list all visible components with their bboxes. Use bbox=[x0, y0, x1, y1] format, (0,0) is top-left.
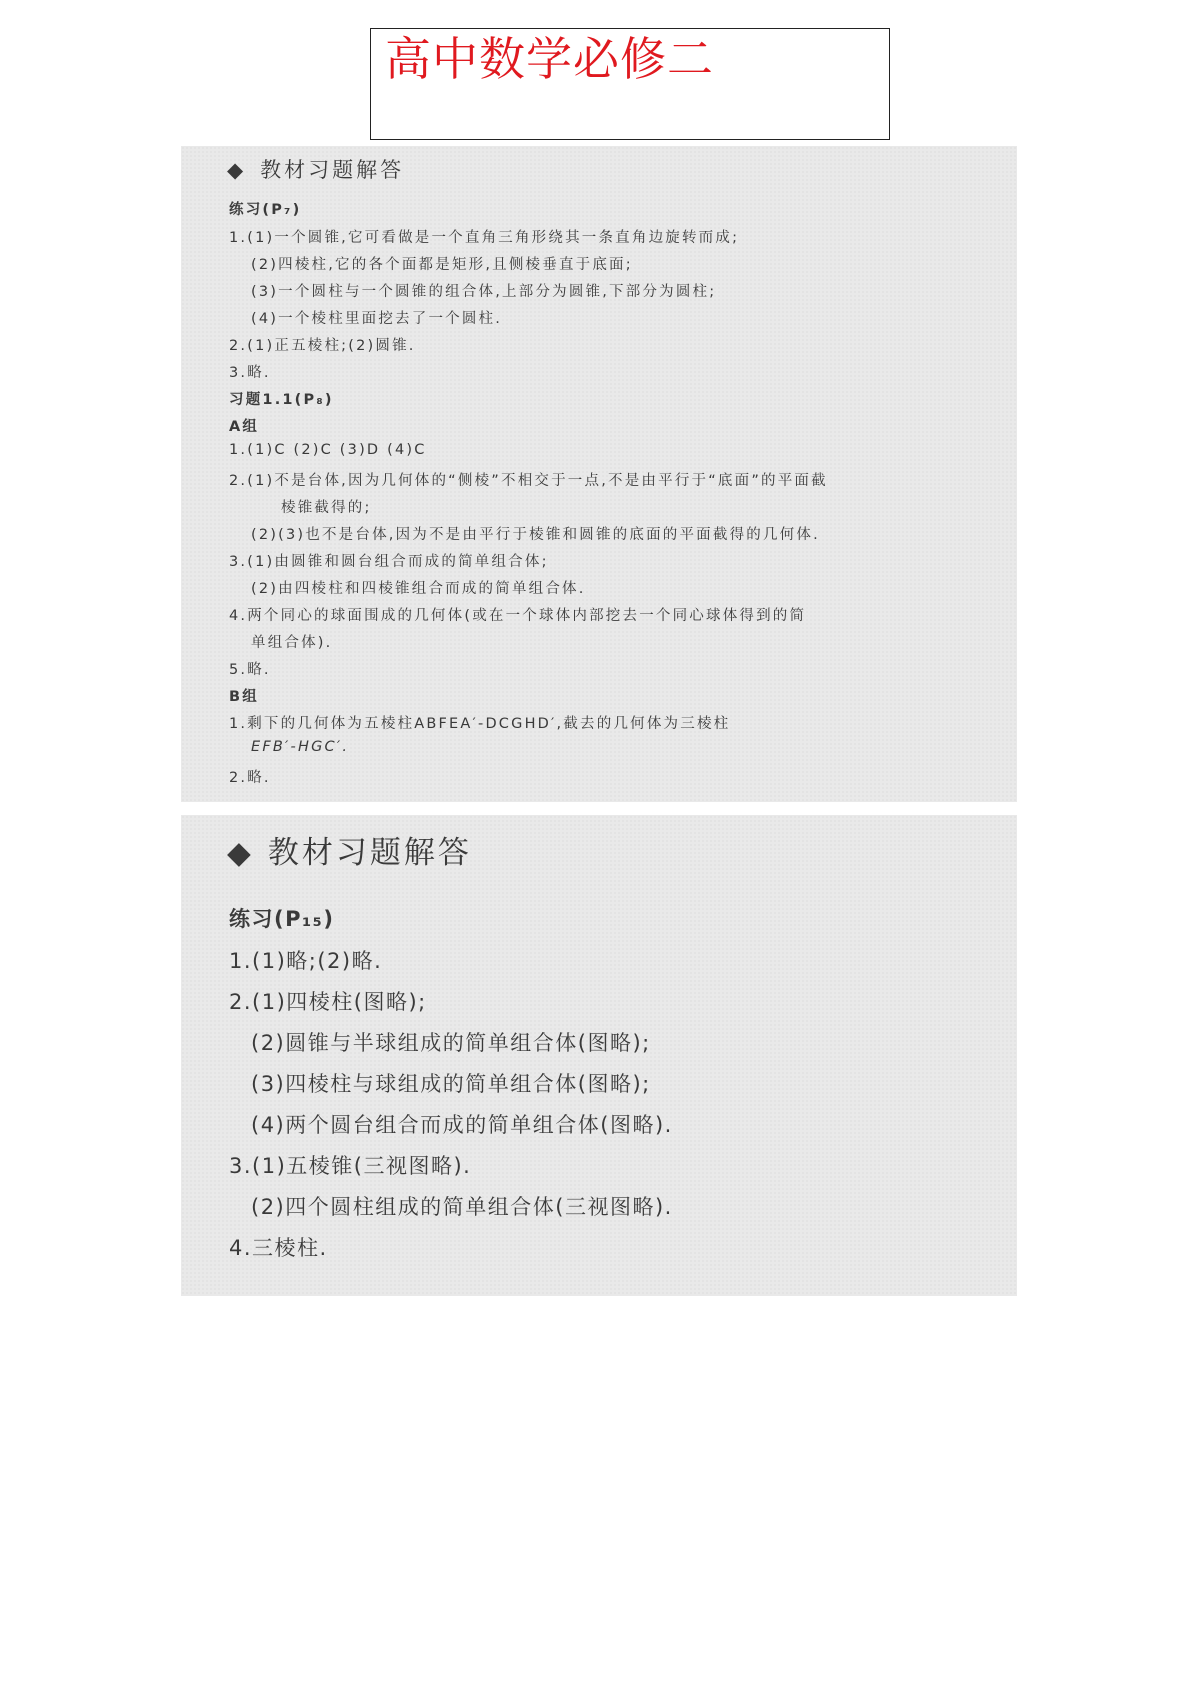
answer-scan-section-2 bbox=[181, 815, 1017, 1296]
answer-line: EFB′-HGC′. bbox=[251, 739, 350, 755]
answer-line: (3)一个圆柱与一个圆锥的组合体,上部分为圆锥,下部分为圆柱; bbox=[251, 284, 717, 300]
diamond-icon: ◆ bbox=[227, 158, 247, 182]
diamond-icon: ◆ bbox=[227, 835, 254, 871]
answer-line: 3.略. bbox=[229, 365, 271, 381]
answer-line: 1.剩下的几何体为五棱柱ABFEA′-DCGHD′,截去的几何体为三棱柱 bbox=[229, 716, 731, 732]
document-title: 高中数学必修二 bbox=[385, 32, 714, 86]
answer-line: 2.略. bbox=[229, 770, 271, 786]
section-heading: ◆ 教材习题解答 bbox=[227, 835, 472, 871]
answer-line: 2.(1)四棱柱(图略); bbox=[229, 990, 427, 1014]
answer-line: (3)四棱柱与球组成的简单组合体(图略); bbox=[251, 1072, 651, 1096]
answer-line: 4.三棱柱. bbox=[229, 1236, 328, 1260]
exercise-label: 练习(P₁₅) bbox=[229, 907, 335, 931]
answer-line: 3.(1)五棱锥(三视图略). bbox=[229, 1154, 472, 1178]
answer-scan-section-1 bbox=[181, 146, 1017, 802]
answer-line: 2.(1)正五棱柱;(2)圆锥. bbox=[229, 338, 416, 354]
answer-line: (2)四棱柱,它的各个面都是矩形,且侧棱垂直于底面; bbox=[251, 257, 633, 273]
section-heading: ◆ 教材习题解答 bbox=[227, 158, 405, 182]
answer-line: 棱锥截得的; bbox=[281, 500, 372, 516]
group-label: A组 bbox=[229, 419, 260, 435]
answer-line: (2)由四棱柱和四棱锥组合而成的简单组合体. bbox=[251, 581, 586, 597]
exercise-label: 习题1.1(P₈) bbox=[229, 392, 334, 408]
answer-line: 3.(1)由圆锥和圆台组合而成的简单组合体; bbox=[229, 554, 549, 570]
answer-line: 2.(1)不是台体,因为几何体的“侧棱”不相交于一点,不是由平行于“底面”的平面截 bbox=[229, 473, 828, 489]
answer-line: 5.略. bbox=[229, 662, 271, 678]
answer-line: 单组合体). bbox=[251, 635, 333, 651]
answer-line: (4)两个圆台组合而成的简单组合体(图略). bbox=[251, 1113, 673, 1137]
answer-line: (4)一个棱柱里面挖去了一个圆柱. bbox=[251, 311, 503, 327]
answer-line: 1.(1)C (2)C (3)D (4)C bbox=[229, 442, 427, 458]
answer-line: 4.两个同心的球面围成的几何体(或在一个球体内部挖去一个同心球体得到的简 bbox=[229, 608, 807, 624]
group-label: B组 bbox=[229, 689, 259, 705]
answer-line: (2)(3)也不是台体,因为不是由平行于棱锥和圆锥的底面的平面截得的几何体. bbox=[251, 527, 820, 543]
scan-artifact bbox=[540, 804, 690, 814]
exercise-label: 练习(P₇) bbox=[229, 202, 302, 218]
answer-line: 1.(1)略;(2)略. bbox=[229, 949, 383, 973]
answer-line: (2)圆锥与半球组成的简单组合体(图略); bbox=[251, 1031, 651, 1055]
title-box bbox=[370, 28, 890, 140]
answer-line: (2)四个圆柱组成的简单组合体(三视图略). bbox=[251, 1195, 673, 1219]
answer-line: 1.(1)一个圆锥,它可看做是一个直角三角形绕其一条直角边旋转而成; bbox=[229, 230, 740, 246]
